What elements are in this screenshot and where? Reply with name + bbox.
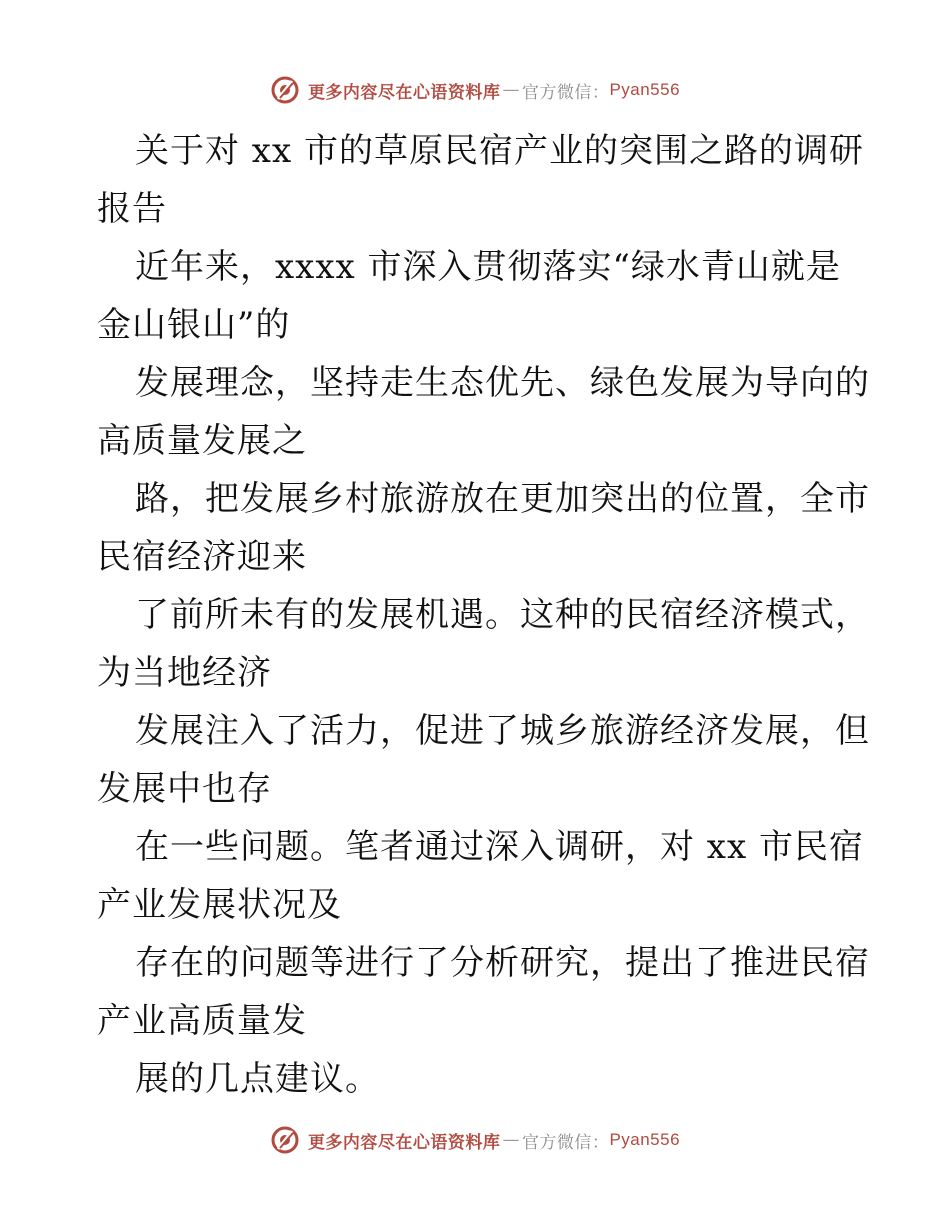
paragraph-line: 在一些问题。笔者通过深入调研，对 xx 市民宿	[135, 827, 864, 867]
title-line-2: 报告	[97, 189, 167, 229]
footer-site-text: 更多内容尽在心语资料库	[307, 1132, 501, 1153]
paragraph-line: 民宿经济迎来	[97, 537, 307, 577]
header-dash: —	[502, 80, 520, 100]
paragraph-line: 近年来，xxxx 市深入贯彻落实“绿水青山就是	[135, 247, 841, 287]
paragraph-line: 高质量发展之	[97, 421, 307, 461]
paragraph-line: 产业高质量发	[97, 1001, 307, 1041]
paragraph-line: 发展理念，坚持走生态优先、绿色发展为导向的	[135, 363, 870, 403]
header-site-text: 更多内容尽在心语资料库	[307, 82, 501, 103]
header-official-text: 官方微信：	[521, 82, 610, 103]
header-wechat-id: Pyan556	[609, 80, 681, 99]
paragraph-line: 产业发展状况及	[97, 885, 342, 925]
paragraph-line: 发展中也存	[97, 769, 272, 809]
footer-wechat-id: Pyan556	[609, 1130, 681, 1149]
header-banner	[0, 70, 950, 110]
paragraph-line: 展的几点建议。	[135, 1059, 380, 1099]
footer-official-text: 官方微信：	[521, 1132, 610, 1153]
title-line-1: 关于对 xx 市的草原民宿产业的突围之路的调研	[135, 131, 864, 171]
brand-logo-icon	[270, 1125, 300, 1155]
paragraph-line: 发展注入了活力，促进了城乡旅游经济发展，但	[135, 711, 870, 751]
brand-logo-icon	[270, 75, 300, 105]
footer-dash: —	[502, 1130, 520, 1150]
document-body	[97, 122, 870, 1108]
paragraph-line: 为当地经济	[97, 653, 272, 693]
paragraph-line: 金山银山”的	[97, 305, 291, 345]
paragraph-line: 路，把发展乡村旅游放在更加突出的位置，全市	[135, 479, 870, 519]
paragraph-line: 存在的问题等进行了分析研究，提出了推进民宿	[135, 943, 870, 983]
paragraph-line: 了前所未有的发展机遇。这种的民宿经济模式，	[135, 595, 870, 635]
footer-banner	[0, 1120, 950, 1160]
